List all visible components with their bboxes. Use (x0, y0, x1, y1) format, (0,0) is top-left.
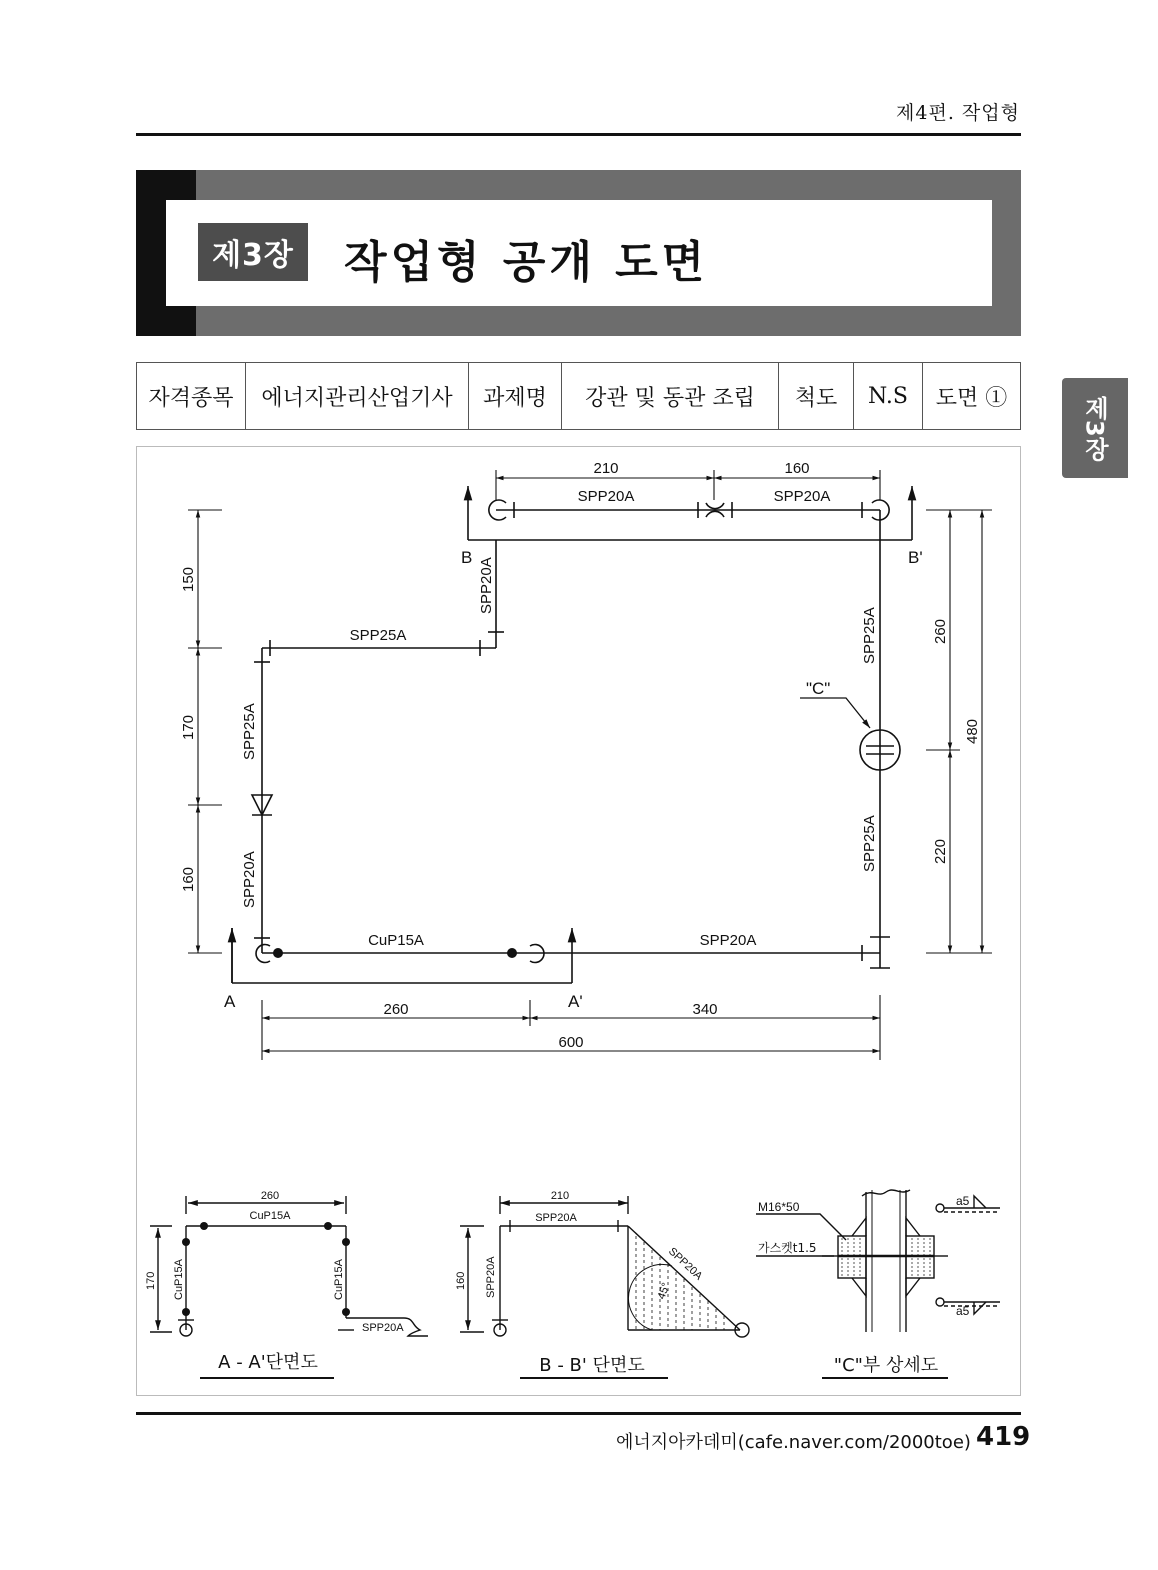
qualification-value: 에너지관리산업기사 (246, 363, 469, 430)
chapter-badge: 제3장 (198, 223, 308, 281)
bb-dim-width: 210 (550, 1190, 570, 1202)
chapter-title: 작업형 공개 도면 (344, 237, 709, 288)
section-mark-b: B (461, 548, 473, 567)
aa-dim-height: 170 (145, 1271, 157, 1290)
footer-rule (136, 1412, 1021, 1415)
section-aa-drawing (150, 1196, 428, 1378)
label-right-upper: SPP25A (861, 607, 878, 664)
section-label: 제4편. 작업형 (896, 102, 1020, 124)
section-mark-a: A (224, 992, 236, 1011)
page-number: 419 (976, 1422, 1031, 1452)
task-value: 강관 및 동관 조립 (562, 363, 779, 430)
aa-top-label: CuP15A (249, 1210, 291, 1222)
detail-bolt-label: M16*50 (758, 1200, 800, 1214)
section-arrows (232, 486, 912, 983)
label-mid-horizontal: SPP25A (349, 627, 407, 644)
detail-c-leader (800, 698, 870, 728)
scale-label: 척도 (779, 363, 854, 430)
label-left-lower: SPP20A (241, 851, 258, 908)
dim-bottom-340: 340 (692, 1001, 718, 1018)
bb-top-label: SPP20A (535, 1212, 577, 1224)
detail-c-caption: "C"부 상세도 (833, 1355, 939, 1376)
dim-right-220: 220 (932, 838, 949, 864)
bb-left-label: SPP20A (485, 1256, 497, 1298)
aa-tail-label: SPP20A (362, 1322, 404, 1334)
section-mark-b-prime: B' (908, 548, 923, 567)
label-top-right: SPP20A (773, 488, 831, 505)
bb-dim-height: 160 (455, 1271, 467, 1290)
aa-right-label: CuP15A (333, 1259, 345, 1300)
dim-top-210: 210 (593, 460, 619, 477)
label-right-lower: SPP25A (861, 815, 878, 872)
dim-left-170: 170 (180, 714, 197, 740)
task-label: 과제명 (469, 363, 562, 430)
detail-weld-top: a5 (956, 1194, 970, 1208)
bb-diag-label: SPP20A (665, 1245, 705, 1283)
label-bottom-left: CuP15A (368, 932, 424, 949)
detail-gasket-label: 가스켓t1.5 (758, 1241, 817, 1255)
dim-bottom-260: 260 (383, 1001, 409, 1018)
qualification-label: 자격종목 (137, 363, 246, 430)
main-piping (252, 500, 900, 968)
aa-left-label: CuP15A (173, 1259, 185, 1300)
label-left-upper: SPP25A (241, 703, 258, 760)
dim-right-260: 260 (932, 618, 949, 644)
aa-dim-width: 260 (260, 1190, 280, 1202)
dim-left-160: 160 (180, 866, 197, 892)
bb-caption: B - B' 단면도 (539, 1355, 645, 1376)
dim-bottom-600: 600 (558, 1034, 584, 1051)
dim-top-160: 160 (784, 460, 810, 477)
drawing-number: 도면 ① (923, 363, 1021, 430)
dim-left-150: 150 (180, 566, 197, 592)
section-aa-joints (182, 1222, 350, 1316)
footer-source: 에너지아카데미(cafe.naver.com/2000toe) (616, 1432, 971, 1453)
side-chapter-tab[interactable]: 제3장 (1062, 378, 1128, 478)
bb-angle-label: 45° (655, 1281, 673, 1302)
main-dimensions (188, 470, 992, 1060)
detail-weld-bottom: a5 (956, 1304, 970, 1318)
detail-c-callout: "C" (806, 679, 831, 698)
label-bottom-right: SPP20A (699, 932, 757, 949)
scale-value: N.S (854, 363, 923, 430)
detail-c-drawing (756, 1190, 1000, 1378)
aa-caption: A - A'단면도 (218, 1352, 318, 1373)
section-bb-drawing (460, 1196, 749, 1378)
label-riser-b: SPP20A (478, 557, 495, 614)
label-top-left: SPP20A (577, 488, 635, 505)
dim-right-480: 480 (964, 718, 981, 744)
section-mark-a-prime: A' (568, 992, 583, 1011)
